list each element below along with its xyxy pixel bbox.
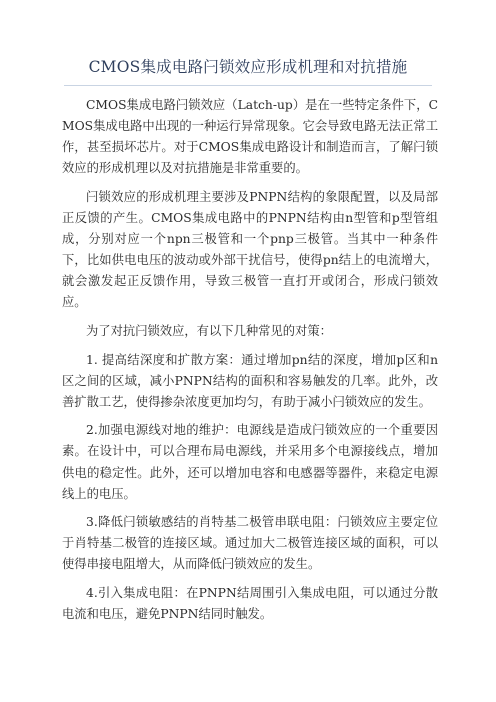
paragraph-countermeasures-intro: 为了对抗闩锁效应，有以下几种常见的对策： — [86, 323, 332, 338]
list-item-countermeasure-2: 2.加强电源线对地的维护：电源线是造成闩锁效应的一个重要因素。在设计中，可以合理布局电源线，并采用多个电源接线点，增加供电的稳定性。此外，还可以增加电容和电感器等器件，来稳定电源线上的电压。 — [62, 423, 438, 501]
document-title: CMOS集成电路闩锁效应形成机理和对抗措施 — [88, 58, 408, 76]
list-item-countermeasure-3: 3.降低闩锁敏感结的肖特基二极管串联电阻：闩锁效应主要定位于肖特基二极管的连接区域。通过加大二极管连接区域的面积，可以使得串接电阻增大，从而降低闩锁效应的发生。 — [62, 515, 438, 572]
list-item-countermeasure-4: 4.引入集成电阻：在PNPN结周围引入集成电阻，可以通过分散电流和电压，避免PNPN结同时触发。 — [62, 585, 438, 622]
paragraph-mechanism: 闩锁效应的形成机理主要涉及PNPN结构的象限配置，以及局部正反馈的产生。CMOS集成电路中的PNPN结构由n型管和p型管组成，分别对应一个npn三极管和一个pnp三极管。当其中一种条件下，比如供电电压的波动或外部干扰信号，使得pn结上的电流增大，就会激发起正反馈作用，导致三极管一直打开或闭合，形成闩锁效应。 — [62, 189, 438, 310]
title-divider — [64, 85, 432, 86]
paragraph-intro: CMOS集成电路闩锁效应（Latch-up）是在一些特定条件下，CMOS集成电路中出现的一种运行异常现象。它会导致电路无法正常工作，甚至损坏芯片。对于CMOS集成电路设计和制造而言，了解闩锁效应的形成机理以及对抗措施是非常重要的。 — [62, 98, 438, 176]
list-item-countermeasure-1: 1. 提高结深度和扩散方案：通过增加pn结的深度，增加p区和n区之间的区域，减小PNPN结构的面积和容易触发的几率。此外，改善扩散工艺，使得掺杂浓度更加均匀，有助于减小闩锁效应的发生。 — [62, 352, 438, 409]
document-body — [62, 95, 438, 633]
